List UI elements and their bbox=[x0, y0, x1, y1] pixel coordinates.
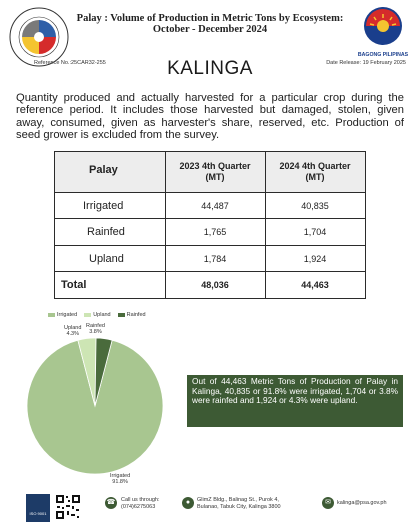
pie-label-rainfed-name: Rainfed bbox=[86, 323, 105, 329]
pie-label-upland-pct: 4.3% bbox=[66, 331, 79, 337]
phone-number[interactable]: (074)6275063 bbox=[121, 503, 156, 510]
pie-label-upland-name: Upland bbox=[64, 325, 82, 331]
report-title bbox=[74, 13, 346, 35]
bagong-pilipinas-logo bbox=[354, 4, 412, 64]
email-link[interactable]: kalinga@psa.gov.ph bbox=[337, 500, 387, 506]
table-divider bbox=[55, 218, 365, 219]
legend-swatch bbox=[118, 313, 125, 317]
col-2023-header bbox=[165, 161, 265, 182]
legend-swatch bbox=[84, 313, 91, 317]
phone-contact[interactable] bbox=[121, 497, 160, 510]
pie-label-upland bbox=[64, 325, 81, 337]
legend-label: Upland bbox=[93, 312, 111, 318]
total-2024-value: 44,463 bbox=[301, 280, 329, 290]
pie-label-irrigated-name: Irrigated bbox=[110, 473, 131, 479]
table-divider bbox=[55, 192, 365, 193]
release-date: Date Release: 19 February 2025 bbox=[326, 60, 406, 66]
legend-swatch bbox=[48, 313, 55, 317]
table-col-divider bbox=[265, 152, 266, 298]
row-2023-value: 44,487 bbox=[201, 201, 229, 211]
pie-label-rainfed bbox=[86, 323, 105, 335]
row-label: Rainfed bbox=[87, 226, 125, 238]
address-line1: GlimZ Bldg., Balinag St., Purok 4, bbox=[197, 497, 279, 503]
office-address bbox=[197, 497, 281, 510]
province-title: KALINGA bbox=[167, 58, 253, 79]
pie-label-irrigated-pct: 91.8% bbox=[112, 479, 128, 485]
production-table bbox=[54, 151, 366, 299]
pie-label-rainfed-pct: 3.8% bbox=[89, 329, 102, 335]
footer bbox=[0, 488, 420, 530]
iso-badge: ISO 9001 bbox=[26, 494, 50, 522]
legend-label: Irrigated bbox=[57, 312, 78, 318]
reference-number: Reference No.:25CAR32-255 bbox=[34, 60, 106, 66]
table-col-divider bbox=[165, 152, 166, 298]
table-divider bbox=[55, 271, 365, 272]
col-2023-header-line2: (MT) bbox=[205, 171, 225, 182]
summary-callout: Out of 44,463 Metric Tons of Production of Palay in Kalinga, 40,835 or 91.8% were irrigated, 1,704 or 3.8% were rainfed and 1,924 or 4.3% were upland. bbox=[187, 375, 403, 427]
report-title-line2: October - December 2024 bbox=[152, 24, 268, 35]
table-divider bbox=[55, 245, 365, 246]
phone-icon: ☎ bbox=[105, 497, 117, 509]
row-2024-value: 1,704 bbox=[303, 227, 327, 237]
phone-label: Call us through: bbox=[121, 497, 160, 503]
envelope-icon: ✉ bbox=[322, 497, 334, 509]
row-label: Upland bbox=[89, 253, 124, 265]
location-pin-icon: ● bbox=[182, 497, 194, 509]
row-2024-value: 1,924 bbox=[303, 254, 327, 264]
col-2024-header-line2: (MT) bbox=[305, 171, 325, 182]
total-2023-value: 48,036 bbox=[201, 280, 229, 290]
report-title-line1: Palay : Volume of Production in Metric Tons by Ecosystem: bbox=[76, 13, 344, 24]
qr-code-icon[interactable] bbox=[55, 494, 81, 520]
row-2023-value: 1,784 bbox=[203, 254, 227, 264]
col-2023-header-line1: 2023 4th Quarter bbox=[179, 161, 251, 171]
col-2024-header bbox=[265, 161, 365, 182]
col-2024-header-line1: 2024 4th Quarter bbox=[279, 161, 351, 171]
definition-text: Quantity produced and actually harvested for a particular crop during the reference period. It includes those harvested but damaged, stolen, given away, consumed, given as harvester's share, reserved, etc. Production of seed grower is excluded from the survey. bbox=[16, 92, 404, 141]
row-2023-value: 1,765 bbox=[203, 227, 227, 237]
row-label: Irrigated bbox=[83, 200, 124, 212]
legend-label: Rainfed bbox=[126, 312, 146, 318]
crop-header: Palay bbox=[89, 164, 118, 176]
pie-label-irrigated bbox=[110, 473, 130, 485]
total-label: Total bbox=[61, 279, 87, 291]
row-2024-value: 40,835 bbox=[301, 201, 329, 211]
bagong-pilipinas-text: BAGONG PILIPINAS bbox=[357, 52, 409, 58]
address-line2: Bulanao, Tabuk City, Kalinga 3800 bbox=[197, 503, 281, 510]
